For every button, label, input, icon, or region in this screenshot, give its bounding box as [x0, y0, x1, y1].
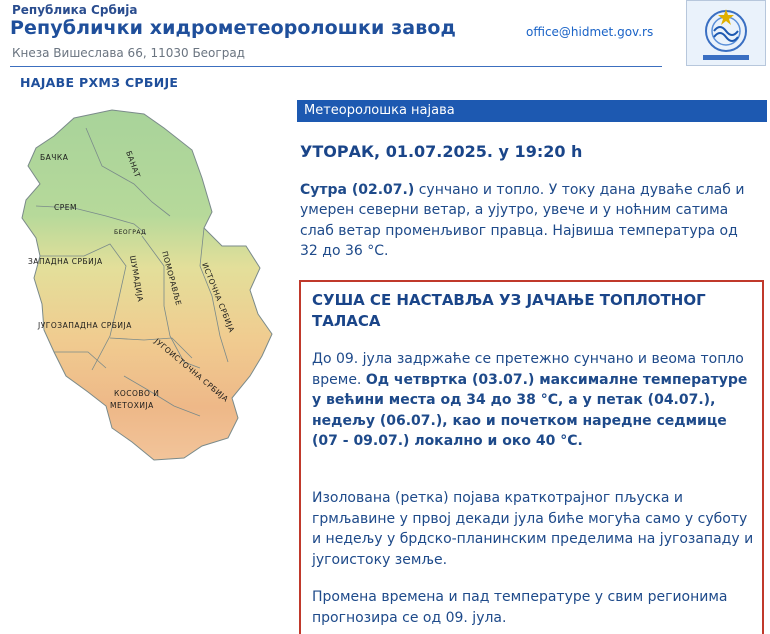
alert-title: СУША СЕ НАСТАВЉА УЗ ЈАЧАЊЕ ТОПЛОТНОГ ТАЛАСА — [312, 291, 706, 330]
republic-label: Република Србија — [12, 3, 138, 17]
tomorrow-label: Сутра (02.07.) — [300, 182, 415, 198]
alert-paragraph-3: Промена времена и пад температуре у свим регионима прогнозира се од 09. јула. — [312, 589, 728, 626]
map-label-jugoistocna: ЈУГОИСТОЧНА СРБИЈА — [152, 336, 231, 404]
map-label-sumadija: ШУМАДИЈА — [128, 254, 146, 303]
site-title[interactable]: Републички хидрометеоролошки завод — [10, 17, 456, 39]
alert-paragraph-2: Изолована (ретка) појава краткотрајног пљуска и грмљавине у првој декади јула биће могућа само у суботу и недељу у брдско-планинским пределима на југозападу и југоистоку земље. — [312, 490, 754, 568]
forecast-title-bar — [297, 100, 767, 122]
map-label-banat: БАНАТ — [124, 149, 143, 180]
alert-box — [299, 280, 764, 634]
tomorrow-text: сунчано и топло. У току дана дуваће слаб и умерен северни ветар, а ујутро, увече и у ноћним сатима слаб ветар променљивог правца. Највиша температура од 32 до 36 °C. — [300, 182, 745, 259]
alert-p1-bold: Од четвртка (03.07.) максималне температуре у већини места од 34 до 38 °C, а у петак (04.07.), недељу (06.07.), као и почетком наредне седмице (07 - 09.07.) локално и око 40 °C. — [312, 371, 748, 449]
map-label-kosovo: КОСОВО И — [114, 389, 160, 398]
alert-paragraph-1 — [312, 349, 757, 452]
map-label-srem: СРЕМ — [54, 203, 77, 212]
forecast-title: Метеоролошка најава — [304, 103, 455, 118]
email-link[interactable]: office@hidmet.gov.rs — [526, 25, 654, 39]
forecast-text — [300, 180, 745, 261]
map-label-jugozapadna: ЈУГОЗАПАДНА СРБИЈА — [38, 321, 132, 330]
map-label-backa: БАЧКА — [40, 153, 69, 162]
alert-p1-plain: До 09. јула задржаће се претежно сунчано и веома топло време. — [312, 351, 744, 388]
section-title[interactable]: НАЈАВЕ РХМЗ СРБИЈЕ — [20, 75, 179, 90]
map-label-istocna: ИСТОЧНА СРБИЈА — [200, 261, 237, 334]
map-label-zapadna: ЗАПАДНА СРБИЈА — [28, 257, 103, 266]
site-header — [0, 0, 770, 68]
map-label-beograd: БЕОГРАД — [114, 229, 147, 236]
forecast-datetime: УТОРАК, 01.07.2025. у 19:20 h — [300, 142, 583, 161]
site-address: Кнеза Вишеслава 66, 11030 Београд — [12, 46, 245, 60]
serbia-region-map[interactable] — [14, 106, 289, 461]
header-divider — [10, 66, 662, 67]
map-label-metohija: МЕТОХИЈА — [110, 401, 154, 410]
rhmz-logo-icon[interactable] — [686, 0, 766, 66]
map-label-pomoravlje: ПОМОРАВЉЕ — [160, 250, 184, 307]
